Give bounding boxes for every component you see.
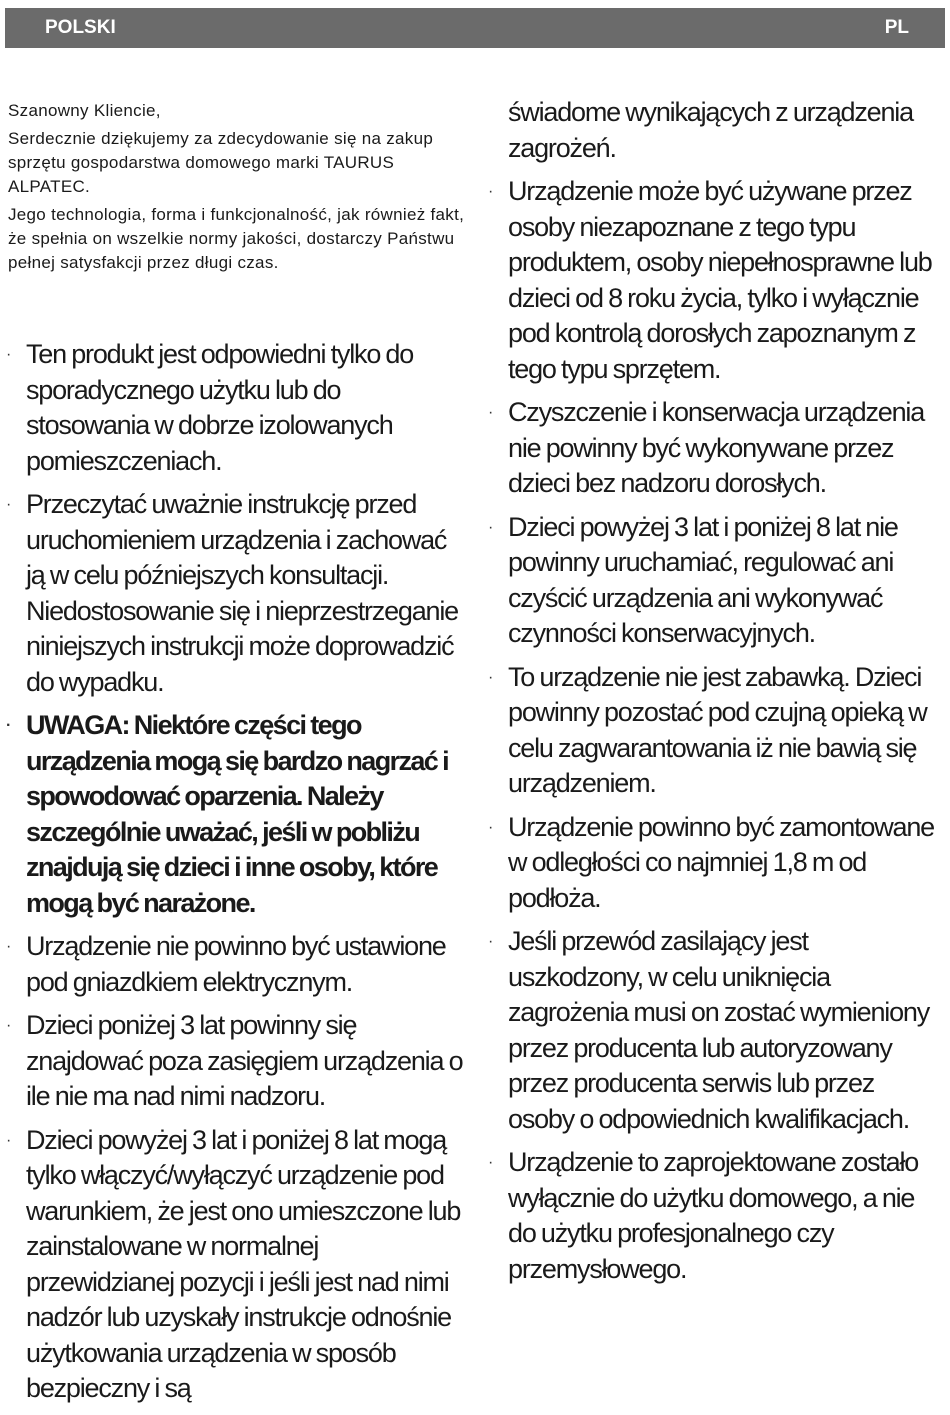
list-item: · Dzieci powyżej 3 lat i poniżej 8 lat nie powinny uruchamiać, regulować ani czyścić urządzenia ani wykonywać czynności konserwacyjnych. — [488, 511, 898, 648]
language-code: PL — [884, 17, 909, 38]
bullet-icon: · — [488, 818, 493, 836]
bullet-icon: · — [6, 1131, 11, 1149]
list-item: · Ten produkt jest odpowiedni tylko do sporadycznego użytku lub do stosowania w dobrze izolowanych pomieszczeniach. — [6, 339, 414, 476]
intro-text — [8, 99, 468, 279]
bullet-icon: · — [6, 1017, 11, 1034]
safety-list-right — [488, 174, 944, 1287]
list-item: · Czyszczenie i konserwacja urządzenia nie powinny być wykonywane przez dzieci bez nadzoru dorosłych. — [488, 397, 925, 498]
bullet-icon: · — [6, 496, 11, 513]
list-item: · Urządzenie nie powinno być ustawione pod gniazdkiem elektrycznym. — [6, 931, 446, 997]
bullet-icon: · — [6, 346, 11, 363]
list-item: · Jeśli przewód zasilający jest uszkodzony, w celu uniknięcia zagrożenia musi on zostać wymieniony przez producenta lub autoryzowany przez producenta serwis lub przez osoby o odpowiednich kwalifikacjach. — [488, 926, 930, 1134]
page-header — [5, 8, 945, 48]
bullet-icon: · — [488, 183, 493, 200]
continued-text: świadome wynikających z urządzenia zagrożeń. — [508, 97, 913, 163]
list-item: · Przeczytać uważnie instrukcję przed uruchomieniem urządzenia i zachować ją w celu późniejszych konsultacji. Niedostosowanie się i nieprzestrzeganie niniejszych instrukcji może doprowadzić do wypadku. — [6, 489, 458, 697]
safety-list-left — [6, 337, 468, 1407]
language-label: POLSKI — [45, 17, 116, 38]
list-item: · Urządzenie może być używane przez osoby niezapoznane z tego typu produktem, osoby niepełnosprawne lub dzieci od 8 roku życia, tylko i wyłącznie pod kontrolą dorosłych zapoznanym z tego typu sprzętem. — [488, 176, 932, 384]
intro-thanks: Serdecznie dziękujemy za zdecydowanie się na zakup sprzętu gospodarstwa domowego marki TAURUS ALPATEC. — [8, 129, 434, 196]
bullet-icon: · — [6, 717, 10, 734]
bullet-icon: · — [6, 938, 11, 955]
list-item: · Urządzenie powinno być zamontowane w odległości co najmniej 1,8 m od podłoża. — [488, 811, 934, 913]
intro-greeting: Szanowny Kliencie, — [8, 101, 161, 120]
bullet-icon: · — [488, 668, 493, 686]
list-item: · To urządzenie nie jest zabawką. Dzieci powinny pozostać pod czujną opieką w celu zagwarantowania iż nie bawią się urządzeniem. — [488, 661, 927, 798]
bullet-icon: · — [488, 404, 493, 421]
list-item: · Dzieci powyżej 3 lat i poniżej 8 lat mogą tylko włączyć/wyłączyć urządzenie pod warunkiem, że jest ono umieszczone lub zainstalowane w normalnej przewidzianej pozycji i jeśli jest nad nimi nadzór lub uzyskały instrukcje odnośnie użytkowania urządzenia w sposób bezpieczny i są — [6, 1124, 461, 1403]
list-item: · Urządzenie to zaprojektowane zostało wyłącznie do użytku domowego, a nie do użytku profesjonalnego czy przemysłowego. — [488, 1147, 919, 1284]
intro-technology: Jego technologia, forma i funkcjonalność, jak również fakt, że spełnia on wszelkie normy jakości, dostarczy Państwu pełnej satysfakcji przez długi czas. — [8, 205, 465, 272]
left-column — [6, 337, 468, 1415]
right-column — [488, 95, 944, 1295]
bullet-icon: · — [488, 1154, 493, 1171]
warning-item: · UWAGA: Niektóre części tego urządzenia mogą się bardzo nagrzać i spowodować oparzenia. Należy szczególnie uważać, jeśli w pobliżu znajdują się dzieci i inne osoby, które mogą być narażone. — [6, 710, 449, 918]
bullet-icon: · — [488, 518, 493, 536]
list-item: · Dzieci poniżej 3 lat powinny się znajdować poza zasięgiem urządzenia o ile nie ma nad nimi nadzoru. — [6, 1010, 463, 1111]
bullet-icon: · — [488, 933, 493, 950]
